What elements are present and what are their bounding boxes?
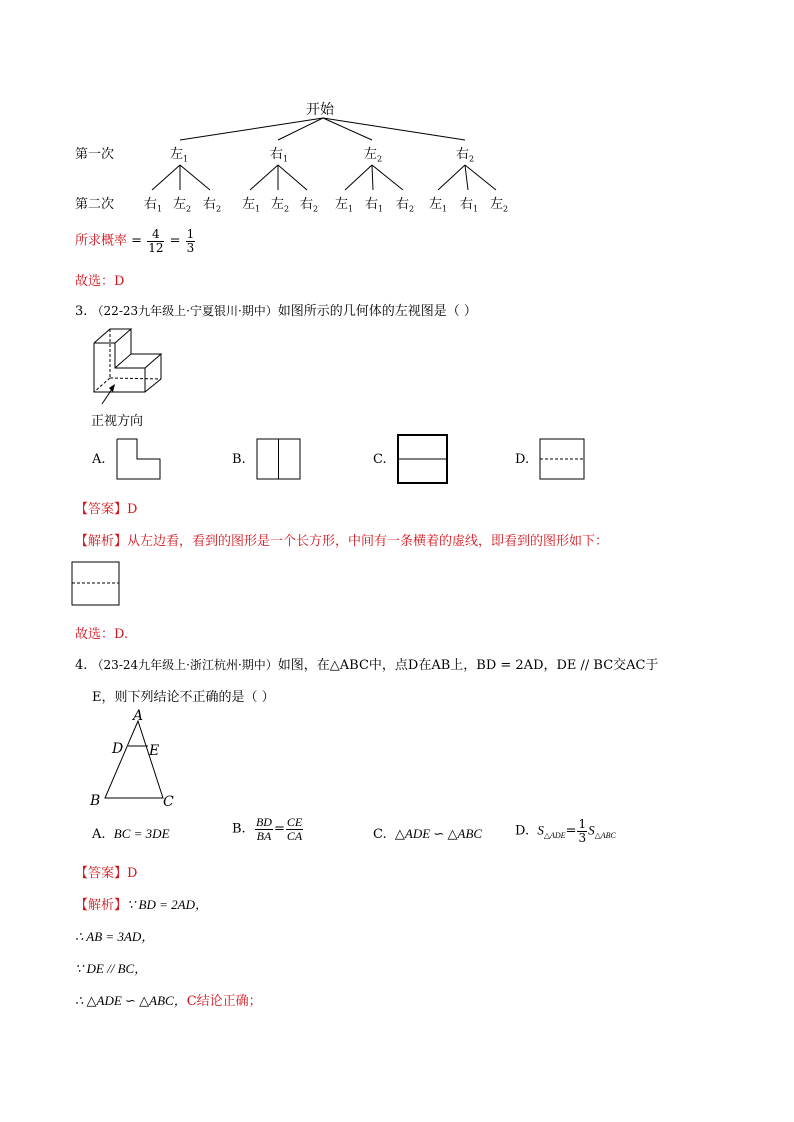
- q4-source: （23-24九年级上·浙江杭州·期中）: [91, 658, 278, 672]
- q3-option-a-figure[interactable]: [115, 437, 165, 481]
- q3-analysis: 【解析】从左边看，看到的图形是一个长方形，中间有一条横着的虚线，即看到的图形如下：: [75, 534, 609, 549]
- q3-option-c-figure[interactable]: [397, 433, 449, 485]
- tree-node-level2: 左$_1$: [242, 197, 261, 214]
- q3-number: 3.: [75, 304, 88, 319]
- q3-solid-figure: [88, 326, 178, 406]
- tree-node-level2: 左$_2$: [173, 197, 192, 214]
- q4-number: 4.: [75, 658, 88, 673]
- q3-conclusion: 故选：D.: [75, 627, 129, 642]
- tree-row1-label: 第一次: [75, 147, 115, 162]
- q4-option-d[interactable]: D. $S_{\triangle ADE}=$ $\frac{1}{3}$ $S_{\triangle ABC}$: [515, 817, 616, 845]
- q3-answer: 【答案】D: [75, 502, 138, 517]
- vertex-b-label: B: [90, 793, 101, 809]
- tree-node-level2: 右$_2$: [203, 197, 222, 214]
- tree-node-level2: 右$_2$: [396, 197, 415, 214]
- q4-option-a[interactable]: A. BC = 3DE: [92, 826, 170, 842]
- probability-fraction-1: $\frac{4}{12}$: [148, 227, 164, 255]
- probability-label: 所求概率: [75, 233, 128, 249]
- q3-option-c-letter: C.: [373, 452, 387, 467]
- q4-option-b[interactable]: B. $\frac{BD}{BA}$ = $\frac{CE}{CA}$: [232, 815, 303, 843]
- q3-option-b-letter: B.: [232, 452, 246, 467]
- q4-analysis-step1: 【解析】∵ BD = 2AD，: [75, 897, 208, 913]
- q3-text: 如图所示的几何体的左视图是（ ）: [277, 304, 477, 319]
- tree-node-level2: 左$_1$: [335, 197, 354, 214]
- q3-option-d-figure[interactable]: [539, 437, 587, 481]
- q4-analysis-step3: ∵ DE // BC，: [75, 961, 148, 976]
- tree-node-level1: 右$_2$: [456, 147, 475, 164]
- q4-option-c[interactable]: C. △ADE ∽ △ABC: [373, 826, 483, 842]
- probability-line: 所求概率 = $\frac{4}{12}$ = $\frac{1}{3}$: [75, 227, 195, 255]
- q3-option-a-letter: A.: [92, 452, 106, 467]
- q4-stem-line2: E，则下列结论不正确的是（ ）: [92, 690, 275, 705]
- q4-triangle-figure: [85, 705, 185, 810]
- previous-answer: 故选：D: [75, 274, 125, 289]
- q3-option-b-figure[interactable]: [256, 437, 302, 481]
- vertex-a-label: A: [133, 708, 144, 724]
- tree-node-level2: 右$_2$: [300, 197, 319, 214]
- q4-text1: 如图，在△ABC中，点D在AB上，BD = 2AD，DE // BC交AC于: [277, 658, 659, 673]
- q4-stem-line1: [75, 654, 659, 673]
- q4-analysis-step2: ∴ AB = 3AD，: [75, 929, 155, 944]
- q3-option-d-letter: D.: [515, 452, 530, 467]
- point-d-label: D: [112, 741, 124, 757]
- tree-node-level2: 右$_1$: [460, 197, 479, 214]
- vertex-c-label: C: [163, 794, 174, 810]
- point-e-label: E: [149, 743, 160, 759]
- tree-node-level1: 左$_2$: [364, 147, 383, 164]
- q3-analysis-figure: [71, 560, 121, 608]
- tree-node-level1: 右$_1$: [270, 147, 289, 164]
- tree-node-level2: 左$_2$: [490, 197, 509, 214]
- probability-fraction-2: $\frac{1}{3}$: [186, 227, 195, 255]
- tree-root: 开始: [306, 102, 334, 118]
- q3-stem: [75, 300, 477, 319]
- tree-node-level2: 右$_1$: [365, 197, 384, 214]
- q4-answer: 【答案】D: [75, 866, 138, 881]
- q3-source: （22-23九年级上·宁夏银川·期中）: [91, 304, 278, 318]
- q3-direction-label: 正视方向: [91, 414, 144, 429]
- tree-node-level2: 左$_1$: [429, 197, 448, 214]
- tree-row2-label: 第二次: [75, 197, 115, 212]
- tree-node-level1: 左$_1$: [170, 147, 189, 164]
- q4-analysis-step4: ∴ △ADE ∽ △ABC，C结论正确；: [75, 993, 262, 1009]
- tree-node-level2: 右$_1$: [144, 197, 163, 214]
- tree-node-level2: 左$_2$: [271, 197, 290, 214]
